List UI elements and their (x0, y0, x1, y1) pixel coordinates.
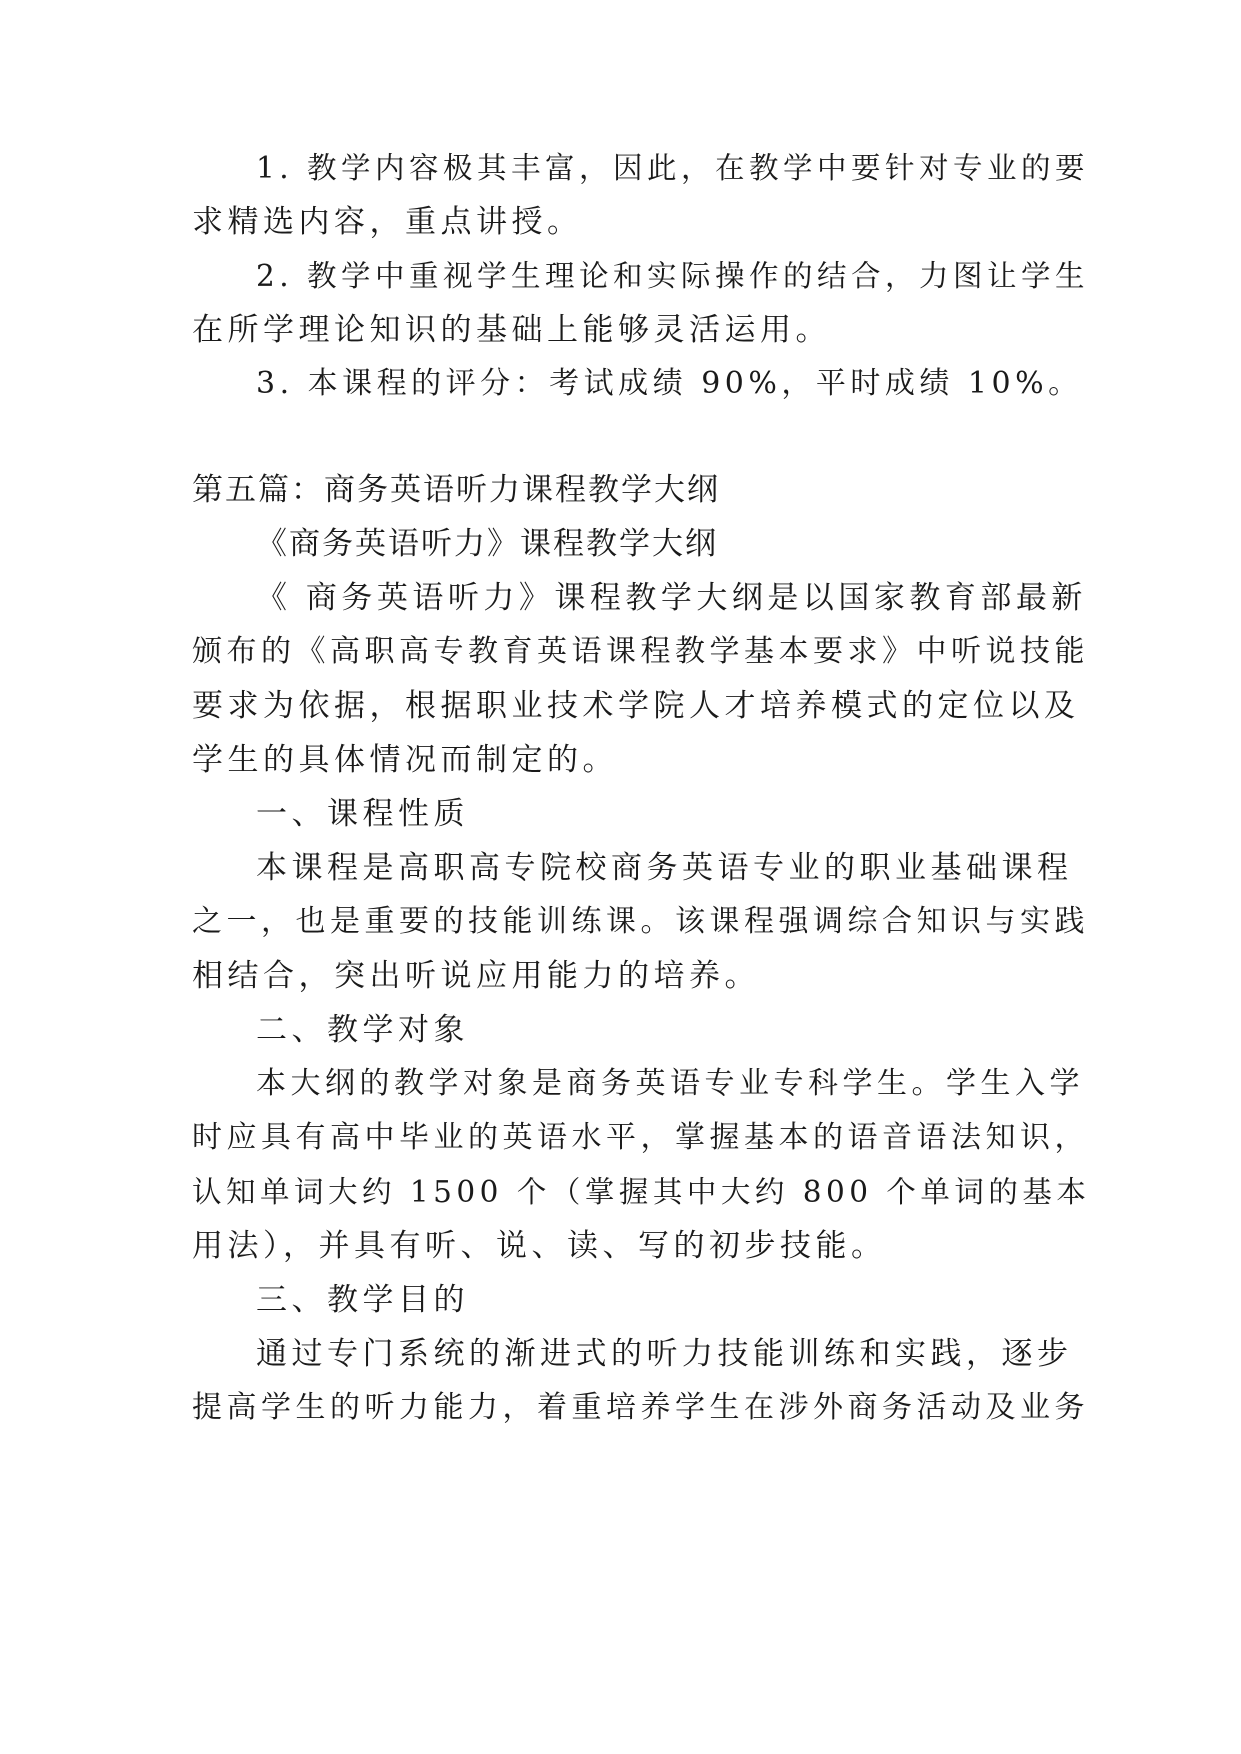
paragraph-line: 1. 教学内容极其丰富，因此，在教学中要针对专业的要 (256, 151, 1090, 185)
paragraph-line: 3. 本课程的评分：考试成绩 90%，平时成绩 10%。 (256, 366, 1083, 401)
paragraph-line: 《 商务英语听力》课程教学大纲是以国家教育部最新 (256, 580, 1087, 616)
paragraph-line: 本大纲的教学对象是商务英语专业专科学生。学生入学 (256, 1066, 1084, 1101)
paragraph-line: 时应具有高中毕业的英语水平，掌握基本的语音语法知识， (192, 1120, 1089, 1155)
paragraph-line: 在所学理论知识的基础上能够灵活运用。 (192, 312, 831, 348)
paragraph-line: 用法），并具有听、说、读、写的初步技能。 (192, 1228, 887, 1264)
paragraph-line: 之一，也是重要的技能训练课。该课程强调综合知识与实践 (192, 904, 1089, 939)
paragraph-line: 本课程是高职高专院校商务英语专业的职业基础课程 (256, 850, 1073, 886)
paragraph-line: 提高学生的听力能力，着重培养学生在涉外商务活动及业务 (192, 1390, 1089, 1425)
paragraph-line: 求精选内容，重点讲授。 (192, 204, 583, 240)
subsection-heading: 三、教学目的 (256, 1282, 469, 1318)
paragraph-line: 相结合，突出听说应用能力的培养。 (192, 958, 760, 994)
paragraph-line: 学生的具体情况而制定的。 (192, 742, 618, 778)
paragraph-line: 通过专门系统的渐进式的听力技能训练和实践，逐步 (256, 1336, 1073, 1372)
paragraph-line: 颁布的《高职高专教育英语课程教学基本要求》中听说技能 (192, 634, 1089, 669)
paragraph-line: 要求为依据，根据职业技术学院人才培养模式的定位以及 (192, 688, 1080, 724)
section-title: 第五篇：商务英语听力课程教学大纲 (192, 472, 720, 508)
document-title: 《商务英语听力》课程教学大纲 (256, 526, 718, 562)
subsection-heading: 二、教学对象 (256, 1012, 469, 1048)
paragraph-line: 2. 教学中重视学生理论和实际操作的结合，力图让学生 (256, 259, 1090, 293)
subsection-heading: 一、课程性质 (256, 796, 469, 832)
paragraph-line: 认知单词大约 1500 个（掌握其中大约 800 个单词的基本 (192, 1175, 1091, 1209)
